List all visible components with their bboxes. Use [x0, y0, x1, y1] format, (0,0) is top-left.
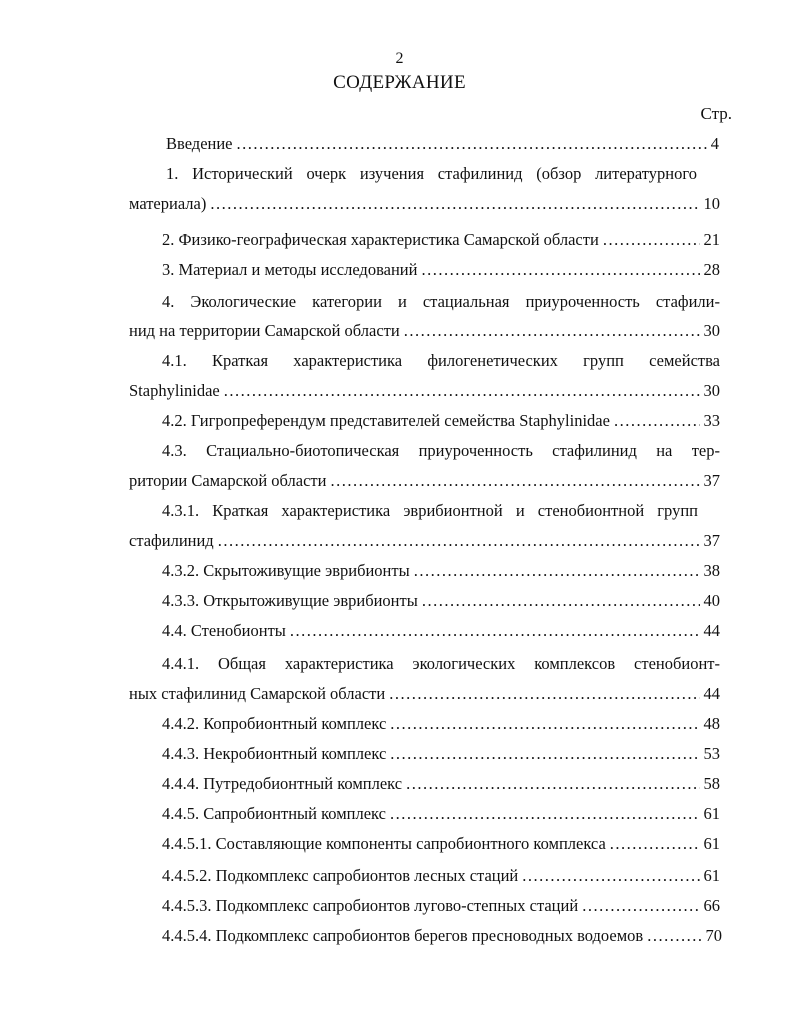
toc-leader — [603, 230, 700, 250]
toc-entry-page: 4 — [710, 134, 719, 153]
toc-entry — [129, 381, 720, 401]
toc-entry-text: 4.4.5.3. Подкомплекс сапробионтов лугово-степных стаций — [162, 896, 579, 915]
toc-entry-text: 4.4.3. Некробионтный комплекс — [162, 744, 387, 763]
toc-entry-first-line: 4.3.1. Краткая характеристика эврибионтной и стенобионтной групп — [162, 501, 698, 520]
toc-entry — [162, 774, 720, 794]
toc-entry-text: Staphylinidae — [129, 381, 220, 400]
toc-entry — [162, 926, 722, 946]
toc-entry — [162, 866, 720, 886]
toc-entry-text: 4.3.2. Скрытоживущие эврибионты — [162, 561, 410, 580]
toc-entry-page: 33 — [703, 411, 720, 430]
toc-entry-first-line: 4.4.1. Общая характеристика экологических комплексов стенобионт- — [162, 654, 720, 673]
toc-entry-text: 4.4. Стенобионты — [162, 621, 286, 640]
toc-leader — [390, 744, 699, 764]
toc-entry-text: 4.4.5. Сапробионтный комплекс — [162, 804, 386, 823]
toc-entry-text: 4.4.5.2. Подкомплекс сапробионтов лесных стаций — [162, 866, 519, 885]
toc-entry-text: 3. Материал и методы исследований — [162, 260, 418, 279]
toc-entry-text: 4.3.3. Открытоживущие эврибионты — [162, 591, 418, 610]
toc-leader — [404, 321, 700, 341]
toc-entry — [162, 744, 720, 764]
toc-entry-page: 40 — [703, 591, 720, 610]
toc-entry-page: 58 — [703, 774, 720, 793]
toc-entry — [162, 230, 720, 250]
toc-entry — [162, 896, 720, 916]
page-column-label: Стр. — [700, 104, 732, 123]
toc-leader — [610, 834, 700, 854]
toc-entry-page: 21 — [703, 230, 720, 249]
toc-entry-text: стафилинид — [129, 531, 214, 550]
toc-entry-page: 44 — [703, 684, 720, 703]
toc-leader — [237, 134, 707, 154]
toc-leader — [210, 194, 699, 214]
toc-entry-text: 4.4.5.4. Подкомплекс сапробионтов берегов пресноводных водоемов — [162, 926, 644, 945]
toc-entry-page: 66 — [703, 896, 720, 915]
toc-entry-page: 30 — [703, 321, 720, 340]
toc-entry-text: 4.4.2. Копробионтный комплекс — [162, 714, 387, 733]
toc-entry-page: 10 — [703, 194, 720, 213]
toc-entry — [129, 531, 720, 551]
toc-entry-page: 61 — [703, 866, 720, 885]
toc-leader — [218, 531, 700, 551]
toc-leader — [421, 260, 699, 280]
toc-leader — [422, 591, 700, 611]
toc-leader — [522, 866, 699, 886]
toc-entry — [162, 621, 720, 641]
toc-leader — [390, 804, 700, 824]
toc-entry — [129, 471, 720, 491]
toc-entry — [162, 714, 720, 734]
toc-entry-page: 37 — [703, 531, 720, 550]
toc-entry-text: Введение — [166, 134, 233, 153]
toc-leader — [582, 896, 699, 916]
toc-entry-page: 28 — [703, 260, 720, 279]
toc-entry-page: 30 — [703, 381, 720, 400]
toc-entry — [129, 194, 720, 214]
toc-entry-page: 70 — [705, 926, 722, 945]
toc-entry — [162, 561, 720, 581]
toc-entry-text: нид на территории Самарской области — [129, 321, 400, 340]
toc-leader — [290, 621, 700, 641]
toc-entry-text: 2. Физико-географическая характеристика Самарской области — [162, 230, 599, 249]
toc-entry — [162, 260, 720, 280]
toc-leader — [614, 411, 700, 431]
toc-entry-text: 4.2. Гигропреферендум представителей семейства Staphylinidae — [162, 411, 610, 430]
toc-entry — [162, 804, 720, 824]
toc-entry-first-line: 4.3. Стациально-биотопическая приуроченность стафилинид на тер- — [162, 441, 720, 460]
toc-entry-page: 53 — [703, 744, 720, 763]
toc-entry-page: 44 — [703, 621, 720, 640]
toc-leader — [647, 926, 701, 946]
toc-entry-text: 4.4.4. Путредобионтный комплекс — [162, 774, 403, 793]
toc-entry — [129, 321, 720, 341]
toc-entry-text: ритории Самарской области — [129, 471, 327, 490]
toc-entry — [162, 591, 720, 611]
page-title: СОДЕРЖАНИЕ — [333, 72, 466, 93]
toc-leader — [390, 714, 699, 734]
toc-entry — [162, 834, 720, 854]
toc-entry — [162, 411, 720, 431]
toc-entry-page: 37 — [703, 471, 720, 490]
toc-entry-first-line: 4.1. Краткая характеристика филогенетических групп семейства — [162, 351, 720, 370]
toc-entry-page: 38 — [703, 561, 720, 580]
toc-entry-page: 61 — [703, 804, 720, 823]
toc-leader — [406, 774, 699, 794]
toc-entry-first-line: 4. Экологические категории и стациальная приуроченность стафили- — [162, 292, 720, 311]
toc-entry-text: материала) — [129, 194, 207, 213]
toc-leader — [414, 561, 700, 581]
toc-entry-page: 61 — [703, 834, 720, 853]
page-number: 2 — [395, 50, 404, 67]
toc-leader — [224, 381, 700, 401]
toc-entry-first-line: 1. Исторический очерк изучения стафилинид (обзор литературного — [166, 164, 697, 183]
toc-entry-text: ных стафилинид Самарской области — [129, 684, 386, 703]
toc-entry — [166, 134, 719, 154]
toc-leader — [389, 684, 699, 704]
toc-entry — [129, 684, 720, 704]
toc-entry-text: 4.4.5.1. Составляющие компоненты сапробионтного комплекса — [162, 834, 606, 853]
toc-leader — [330, 471, 699, 491]
toc-entry-page: 48 — [703, 714, 720, 733]
